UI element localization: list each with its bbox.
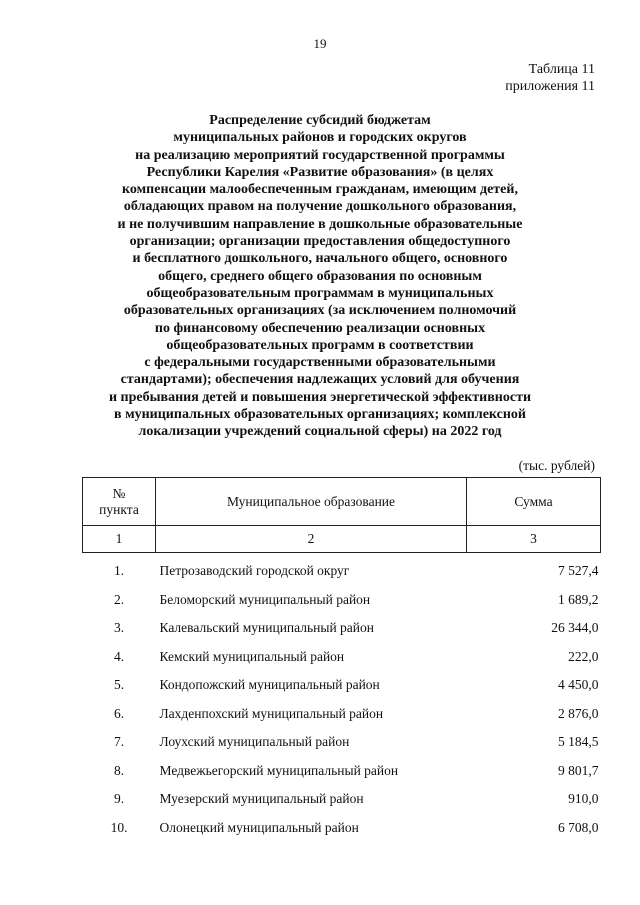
row-number: 9. [113, 791, 125, 807]
table-row [83, 785, 601, 814]
subsidy-amount: 26 344,0 [551, 620, 599, 636]
row-number: 4. [113, 648, 125, 664]
table-row [83, 757, 601, 786]
title-line: обладающих правом на получение дошкольного образования, [123, 199, 517, 215]
table-label: Таблица 11 [528, 62, 595, 77]
subsidy-amount: 1 689,2 [558, 591, 599, 607]
header-item-number [83, 478, 156, 526]
row-number: 2. [113, 591, 125, 607]
title-line: муниципальных районов и городских округов [173, 130, 467, 146]
table-row [83, 614, 601, 643]
municipality-name: Петрозаводский городской округ [159, 563, 350, 579]
header-amount: Сумма [467, 478, 601, 526]
table-row [83, 586, 601, 615]
subsidy-amount: 2 876,0 [558, 705, 599, 721]
title-line: Распределение субсидий бюджетам [209, 113, 431, 128]
title-line: стандартами); обеспечения надлежащих условий для обучения [120, 372, 520, 388]
title-line: общеобразовательных программ в соответствии [166, 337, 474, 353]
subsidy-amount: 6 708,0 [558, 819, 599, 835]
municipality-name: Калевальский муниципальный район [159, 620, 374, 636]
title-line: общеобразовательным программам в муниципальных [146, 285, 494, 301]
row-number: 1. [113, 563, 125, 579]
row-number: 8. [113, 762, 125, 778]
title-line: общего, среднего общего образования по основным [158, 268, 482, 284]
table-row [83, 553, 601, 586]
title-line: Республики Карелия «Развитие образования» (в целях [146, 164, 494, 180]
row-number: 6. [113, 705, 125, 721]
row-number: 5. [113, 677, 125, 693]
title-line: локализации учреждений социальной сферы) на 2022 год [138, 424, 502, 440]
title-line: с федеральными государственными образовательными [144, 355, 496, 371]
municipality-name: Медвежьегорский муниципальный район [159, 762, 399, 778]
municipality-name: Лоухский муниципальный район [159, 734, 350, 750]
title-line: компенсации малообеспеченным гражданам, имеющим детей, [122, 182, 518, 198]
unit-label: (тыс. рублей) [518, 458, 595, 473]
document-title [80, 112, 560, 441]
subsidy-amount: 4 450,0 [558, 677, 599, 693]
title-line: по финансовому обеспечению реализации основных [154, 320, 486, 336]
municipality-name: Олонецкий муниципальный район [159, 819, 359, 835]
table-row [83, 700, 601, 729]
municipality-name: Беломорский муниципальный район [159, 591, 371, 607]
page-number: 19 [313, 36, 327, 51]
subsidy-amount: 9 801,7 [558, 762, 599, 778]
row-number: 7. [113, 734, 125, 750]
subsidy-table [82, 477, 601, 842]
title-line: в муниципальных образовательных организациях; комплексной [114, 407, 526, 423]
title-line: на реализацию мероприятий государственной программы [135, 147, 505, 163]
municipality-name: Кондопожский муниципальный район [159, 677, 380, 693]
column-number-row [83, 526, 601, 553]
column-number: 2 [156, 526, 467, 553]
table-row [83, 671, 601, 700]
table-row [83, 814, 601, 843]
table-row [83, 728, 601, 757]
subsidy-amount: 910,0 [568, 791, 599, 807]
header-municipality: Муниципальное образование [156, 478, 467, 526]
subsidy-amount: 222,0 [568, 648, 599, 664]
table-reference [505, 61, 595, 95]
appendix-label: приложения 11 [505, 79, 595, 94]
row-number: 10. [110, 819, 128, 835]
subsidy-amount: 5 184,5 [558, 734, 599, 750]
title-line: и бесплатного дошкольного, начального общего, основного [132, 251, 508, 267]
column-number: 1 [83, 526, 156, 553]
title-line: и не получившим направление в дошкольные образовательные [117, 216, 523, 232]
header-num-word: пункта [99, 501, 139, 517]
table-header-row [83, 478, 601, 526]
title-line: и пребывания детей и повышения энергетической эффективности [108, 389, 532, 405]
table-row [83, 643, 601, 672]
municipality-name: Муезерский муниципальный район [159, 791, 364, 807]
column-number: 3 [467, 526, 601, 553]
row-number: 3. [113, 620, 125, 636]
title-line: образовательных организациях (за исключением полномочий [123, 303, 517, 319]
subsidy-amount: 7 527,4 [558, 563, 599, 579]
municipality-name: Кемский муниципальный район [159, 648, 345, 664]
header-num-symbol: № [112, 485, 126, 501]
title-line: организации; организации предоставления общедоступного [129, 234, 511, 250]
municipality-name: Лахденпохский муниципальный район [159, 705, 384, 721]
